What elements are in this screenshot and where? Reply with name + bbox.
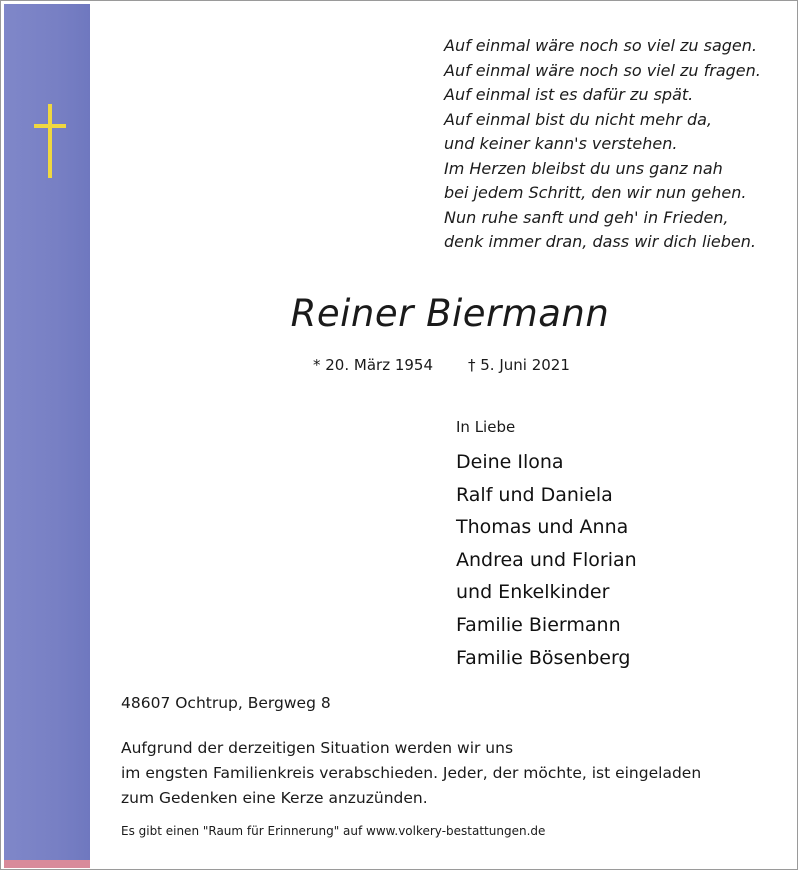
family-address: 48607 Ochtrup, Bergweg 8 bbox=[121, 694, 331, 712]
death-date: † 5. Juni 2021 bbox=[468, 356, 570, 374]
poem-line: denk immer dran, dass wir dich lieben. bbox=[444, 232, 756, 251]
birth-date: * 20. März 1954 bbox=[313, 356, 434, 374]
mourner-name: Familie Biermann bbox=[456, 613, 621, 636]
poem-line: Auf einmal wäre noch so viel zu fragen. bbox=[444, 60, 761, 80]
poem-line: Nun ruhe sanft und geh' in Frieden, bbox=[444, 207, 729, 227]
funeral-notice bbox=[121, 736, 701, 811]
notice-line: im engsten Familienkreis verabschieden. Jeder, der möchte, ist eingeladen bbox=[121, 764, 702, 782]
poem-line: Auf einmal bist du nicht mehr da, bbox=[444, 109, 712, 129]
mourner-name: Deine Ilona bbox=[456, 451, 564, 473]
mourners-list bbox=[456, 446, 637, 674]
poem-line: Auf einmal ist es dafür zu spät. bbox=[444, 85, 694, 104]
deceased-name: Reiner Biermann bbox=[290, 292, 610, 335]
bottom-accent-strip bbox=[4, 860, 90, 868]
cross-icon bbox=[32, 102, 68, 180]
notice-line: Aufgrund der derzeitigen Situation werden wir uns bbox=[121, 739, 514, 757]
mourner-name: Familie Bösenberg bbox=[456, 646, 631, 669]
decorative-side-band bbox=[4, 4, 90, 868]
notice-line: zum Gedenken eine Kerze anzuzünden. bbox=[121, 789, 428, 807]
in-love-label: In Liebe bbox=[456, 418, 516, 436]
memorial-poem bbox=[444, 34, 774, 255]
poem-line: bei jedem Schritt, den wir nun gehen. bbox=[444, 183, 747, 202]
memorial-website-note: Es gibt einen "Raum für Erinnerung" auf www.volkery-bestattungen.de bbox=[121, 824, 546, 838]
poem-line: und keiner kann's verstehen. bbox=[444, 134, 678, 153]
mourner-name: Andrea und Florian bbox=[456, 548, 637, 571]
mourner-name: Thomas und Anna bbox=[456, 516, 629, 539]
mourner-name: Ralf und Daniela bbox=[456, 483, 613, 506]
poem-line: Im Herzen bleibst du uns ganz nah bbox=[444, 158, 723, 178]
mourner-name: und Enkelkinder bbox=[456, 581, 610, 604]
poem-line: Auf einmal wäre noch so viel zu sagen. bbox=[444, 36, 757, 55]
